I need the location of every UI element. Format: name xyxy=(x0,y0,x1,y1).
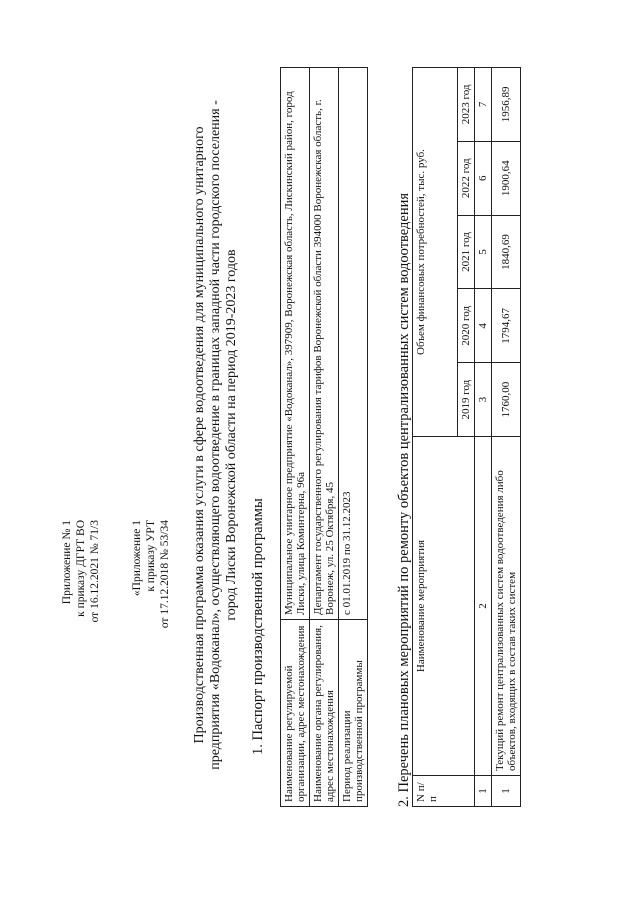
row-name: Текущий ремонт централизованных систем водоотведения либо объектов, входящих в состав таких систем xyxy=(492,437,521,776)
table-row xyxy=(281,68,310,807)
col-name-header: Наименование мероприятия xyxy=(413,437,475,776)
table-row xyxy=(310,68,339,807)
annex-1-line: от 16.12.2021 № 71/3 xyxy=(89,520,101,623)
title-line: предприятия «Водоканал», осуществляющего водоотведение в границах западной части городского поселения - xyxy=(208,100,223,770)
index-cell: 6 xyxy=(475,141,492,215)
passport-table xyxy=(280,67,368,807)
annex-1-line: Приложение № 1 xyxy=(61,520,73,605)
table-row xyxy=(339,68,368,807)
passport-value: с 01.01.2019 по 31.12.2023 xyxy=(339,68,368,620)
section-2-heading: 2. Перечень плановых мероприятий по ремонту объектов централизованных систем водоотведения xyxy=(396,192,412,807)
index-cell: 4 xyxy=(475,289,492,363)
table-row xyxy=(492,68,521,807)
passport-key: Наименование органа регулирования, адрес местонахождения xyxy=(310,620,339,807)
year-header: 2023 год xyxy=(458,68,475,142)
year-header: 2020 год xyxy=(458,289,475,363)
col-finance-header: Объем финансовых потребностей, тыс. руб. xyxy=(413,68,458,437)
index-cell: 3 xyxy=(475,363,492,437)
row-value: 1794,67 xyxy=(492,289,521,363)
title-line: город Лиски Воронежской области на период 2019-2023 годов xyxy=(224,249,239,621)
title-line: Производственная программа оказания услуги в сфере водоотведения для муниципального унитарного xyxy=(192,126,207,744)
row-num: 1 xyxy=(492,776,521,807)
annex-1-stamp xyxy=(60,520,102,622)
annex-2-line: к приказу УРТ xyxy=(145,520,157,592)
row-value: 1840,69 xyxy=(492,215,521,289)
section-1-heading: 1. Паспорт производственной программы xyxy=(250,498,266,755)
annex-1-line: к приказу ДГРТ ВО xyxy=(75,520,87,617)
row-value: 1900,64 xyxy=(492,141,521,215)
passport-value: Департамент государственного регулирования тарифов Воронежской области 394000 Воронежская область, г. Воронеж, ул. 25 Октября, 45 xyxy=(310,68,339,620)
index-cell: 7 xyxy=(475,68,492,142)
row-value: 1956,89 xyxy=(492,68,521,142)
passport-value: Муниципальное унитарное предприятие «Водоканал», 397909, Воронежская область, Лискинский район, город Лиски, улица Коминтерна, 96а xyxy=(281,68,310,620)
document-title xyxy=(192,25,240,845)
index-cell: 2 xyxy=(475,437,492,776)
table-header-row xyxy=(413,68,458,807)
plan-table xyxy=(412,67,521,807)
index-cell: 1 xyxy=(475,776,492,807)
row-value: 1760,00 xyxy=(492,363,521,437)
year-header: 2022 год xyxy=(458,141,475,215)
annex-2-line: от 17.12.2018 № 53/34 xyxy=(159,520,171,629)
passport-key: Период реализации производственной программы xyxy=(339,620,368,807)
annex-2-stamp xyxy=(130,520,172,628)
index-cell: 5 xyxy=(475,215,492,289)
year-header: 2019 год xyxy=(458,363,475,437)
annex-2-line: «Приложение 1 xyxy=(131,520,143,597)
table-index-row xyxy=(475,68,492,807)
col-num-header: N п/п xyxy=(413,776,475,807)
passport-key: Наименование регулируемой организации, адрес местонахождения xyxy=(281,620,310,807)
year-header: 2021 год xyxy=(458,215,475,289)
